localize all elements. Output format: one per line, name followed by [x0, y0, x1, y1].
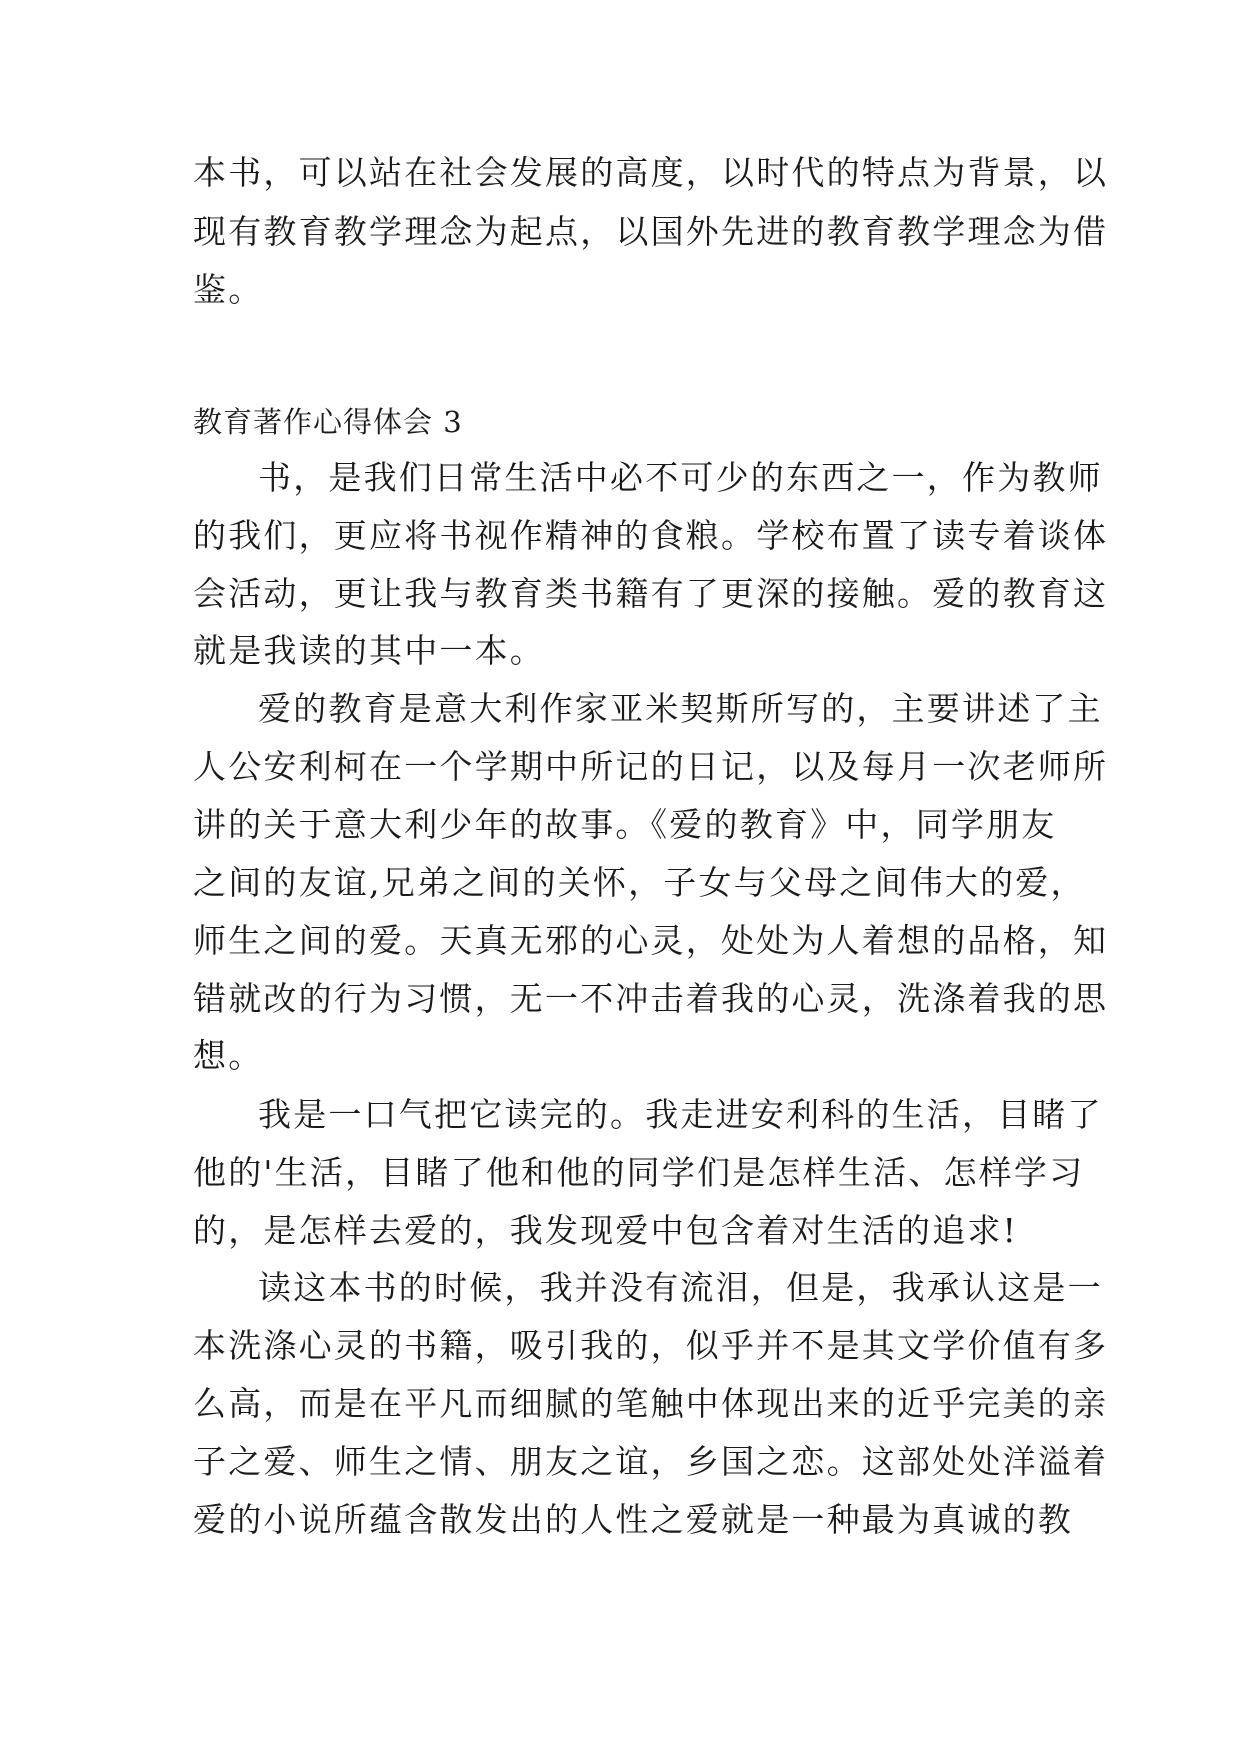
paragraph4-line-4: 子之爱、师生之情、朋友之谊，乡国之恋。这部处处洋溢着: [193, 1442, 1109, 1481]
section-title: 教育著作心得体会 3: [193, 405, 463, 439]
paragraph3-line-1: 我是一口气把它读完的。我走进安利科的生活，目睹了: [258, 1095, 1103, 1134]
paragraph2-line-7: 想。: [193, 1036, 264, 1075]
paragraph2-line-5: 师生之间的爱。天真无邪的心灵，处处为人着想的品格，知: [193, 921, 1109, 960]
paragraph2-line-2: 人公安利柯在一个学期中所记的日记，以及每月一次老师所: [193, 747, 1109, 786]
paragraph1-line-2: 的我们，更应将书视作精神的食粮。学校布置了读专着谈体: [193, 516, 1109, 555]
intro-line-1: 本书，可以站在社会发展的高度，以时代的特点为背景，以: [193, 153, 1109, 192]
paragraph3-line-2: 他的'生活，目睹了他和他的同学们是怎样生活、怎样学习: [193, 1153, 1085, 1192]
paragraph3-line-3: 的，是怎样去爱的，我发现爱中包含着对生活的追求!: [193, 1211, 1019, 1250]
paragraph1-line-1: 书，是我们日常生活中必不可少的东西之一，作为教师: [258, 458, 1103, 497]
paragraph2-line-6: 错就改的行为习惯，无一不冲击着我的心灵，洗涤着我的思: [193, 979, 1109, 1018]
paragraph4-line-5: 爱的小说所蕴含散发出的人性之爱就是一种最为真诚的教: [193, 1500, 1073, 1539]
intro-line-3: 鉴。: [193, 270, 264, 309]
paragraph1-line-4: 就是我读的其中一本。: [193, 631, 545, 670]
paragraph2-line-3: 讲的关于意大利少年的故事。《爱的教育》中，同学朋友: [193, 805, 1057, 844]
paragraph4-line-3: 么高，而是在平凡而细腻的笔触中体现出来的近乎完美的亲: [193, 1384, 1109, 1423]
intro-line-2: 现有教育教学理念为起点，以国外先进的教育教学理念为借: [193, 212, 1109, 251]
paragraph2-line-1: 爱的教育是意大利作家亚米契斯所写的，主要讲述了主: [258, 689, 1103, 728]
paragraph4-line-2: 本洗涤心灵的书籍，吸引我的，似乎并不是其文学价值有多: [193, 1326, 1109, 1365]
paragraph4-line-1: 读这本书的时候，我并没有流泪，但是，我承认这是一: [258, 1268, 1103, 1307]
paragraph2-line-4: 之间的友谊,兄弟之间的关怀，子女与父母之间伟大的爱，: [193, 863, 1086, 902]
paragraph1-line-3: 会活动，更让我与教育类书籍有了更深的接触。爱的教育这: [193, 574, 1109, 613]
